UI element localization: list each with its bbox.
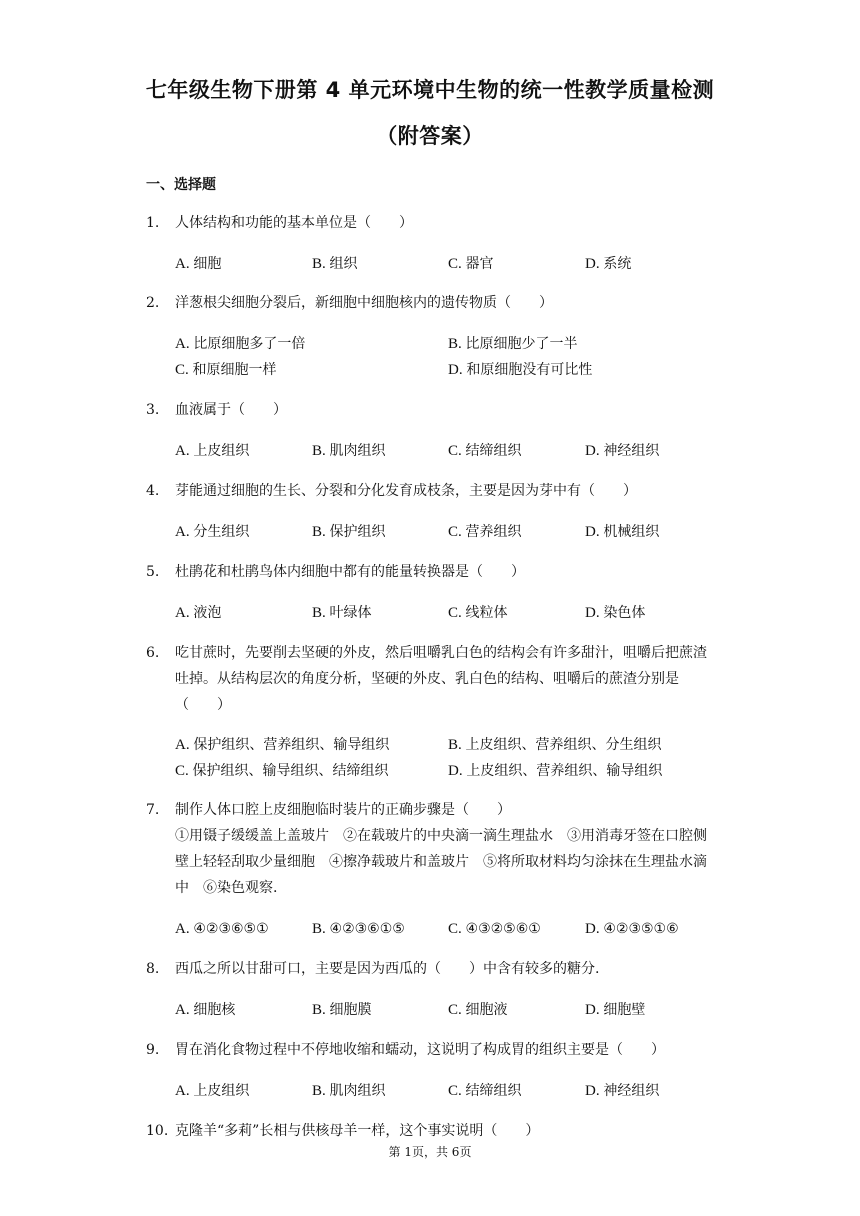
option-text: ④②③⑥①⑤ <box>329 921 405 937</box>
option-text: 机械组织 <box>603 524 660 540</box>
option-letter: B. <box>312 443 330 459</box>
option-text: 上皮组织、营养组织、输导组织 <box>466 763 663 779</box>
option-b <box>312 438 386 464</box>
option-text: 神经组织 <box>603 443 660 459</box>
option-b <box>312 1078 386 1104</box>
option-letter: D. <box>585 1083 604 1099</box>
question-text: 胃在消化食物过程中不停地收缩和蠕动，这说明了构成胃的组织主要是（ ） <box>175 1042 665 1058</box>
question-number: 9. <box>146 1042 160 1058</box>
option-letter: D. <box>585 921 604 937</box>
option-text: 分生组织 <box>193 524 250 540</box>
question-text: 芽能通过细胞的生长、分裂和分化发育成枝条，主要是因为芽中有（ ） <box>175 483 637 499</box>
option-letter: A. <box>175 443 194 459</box>
option-text: 比原细胞多了一倍 <box>193 336 306 352</box>
question-text: 制作人体口腔上皮细胞临时装片的正确步骤是（ ） <box>175 802 511 818</box>
option-text: ④③②⑤⑥① <box>465 921 541 937</box>
option-c <box>175 758 389 784</box>
option-text: 肌肉组织 <box>329 1083 386 1099</box>
option-b <box>312 997 372 1023</box>
question-3-options <box>175 438 735 464</box>
option-text: 神经组织 <box>603 1083 660 1099</box>
option-letter: D. <box>585 256 604 272</box>
question-9 <box>146 1037 716 1063</box>
option-letter: D. <box>585 524 604 540</box>
option-text: 液泡 <box>193 605 222 621</box>
option-d <box>585 916 679 942</box>
option-letter: A. <box>175 1002 194 1018</box>
option-letter: D. <box>448 763 467 779</box>
option-text: ④②③⑥⑤① <box>193 921 269 937</box>
question-number: 4. <box>146 483 160 499</box>
option-text: 比原细胞少了一半 <box>465 336 578 352</box>
option-letter: A. <box>175 737 194 753</box>
document-title: 七年级生物下册第 4 单元环境中生物的统一性教学质量检测 <box>145 78 715 102</box>
option-text: 和原细胞没有可比性 <box>466 362 593 378</box>
option-letter: C. <box>175 763 193 779</box>
option-text: 细胞液 <box>465 1002 508 1018</box>
option-b <box>312 916 405 942</box>
option-a <box>175 331 305 357</box>
question-1 <box>146 210 716 236</box>
question-8-options <box>175 997 735 1023</box>
option-a <box>175 916 269 942</box>
option-letter: A. <box>175 921 194 937</box>
option-letter: B. <box>448 737 466 753</box>
document-subtitle: （附答案） <box>376 124 484 148</box>
option-letter: A. <box>175 605 194 621</box>
question-8 <box>146 956 716 982</box>
option-text: 组织 <box>329 256 358 272</box>
option-c <box>448 438 522 464</box>
option-letter: C. <box>448 1002 466 1018</box>
option-text: 保护组织、输导组织、结缔组织 <box>192 763 389 779</box>
option-letter: D. <box>585 1002 604 1018</box>
question-10 <box>146 1118 716 1144</box>
option-text: 器官 <box>465 256 494 272</box>
option-b <box>448 732 662 758</box>
option-text: 和原细胞一样 <box>192 362 277 378</box>
option-d <box>585 997 645 1023</box>
option-d <box>585 251 631 277</box>
option-b <box>312 600 372 626</box>
option-text: 染色体 <box>603 605 646 621</box>
option-letter: B. <box>312 605 330 621</box>
question-number: 6. <box>146 645 160 661</box>
page-footer: 第 1页，共 6页 <box>388 1145 472 1159</box>
option-c <box>448 916 541 942</box>
option-letter: B. <box>312 921 330 937</box>
option-letter: D. <box>585 605 604 621</box>
option-text: 保护组织 <box>329 524 386 540</box>
option-c <box>448 600 508 626</box>
question-6-options-row-1 <box>175 732 735 758</box>
question-1-options <box>175 251 735 277</box>
option-c <box>448 251 494 277</box>
option-letter: B. <box>312 524 330 540</box>
question-steps: ①用镊子缓缓盖上盖玻片 ②在载玻片的中央滴一滴生理盐水 ③用消毒牙签在口腔侧壁上轻轻刮取少量细胞 ④擦净载玻片和盖玻片 ⑤将所取材料均匀涂抹在生理盐水滴中 ⑥染色观察. <box>175 828 707 896</box>
option-letter: C. <box>448 256 466 272</box>
option-text: 上皮组织 <box>193 1083 250 1099</box>
option-c <box>175 357 277 383</box>
option-letter: A. <box>175 524 194 540</box>
question-6-options-row-2 <box>175 758 735 784</box>
question-number: 8. <box>146 961 160 977</box>
option-text: 细胞膜 <box>329 1002 372 1018</box>
question-number: 3. <box>146 402 160 418</box>
option-a <box>175 600 221 626</box>
option-letter: C. <box>175 362 193 378</box>
option-text: 结缔组织 <box>465 1083 522 1099</box>
question-6 <box>146 640 716 718</box>
question-text: 血液属于（ ） <box>175 402 287 418</box>
option-letter: A. <box>175 336 194 352</box>
question-number: 7. <box>146 802 160 818</box>
question-text: 克隆羊“多莉”长相与供核母羊一样，这个事实说明（ ） <box>175 1123 540 1139</box>
option-letter: C. <box>448 443 466 459</box>
question-7-options <box>175 916 735 942</box>
option-letter: B. <box>448 336 466 352</box>
option-d <box>585 600 645 626</box>
option-a <box>175 438 249 464</box>
question-number: 1. <box>146 215 160 231</box>
question-5 <box>146 559 716 585</box>
question-text: 杜鹃花和杜鹃鸟体内细胞中都有的能量转换器是（ ） <box>175 564 525 580</box>
option-d <box>448 758 662 784</box>
option-text: 细胞 <box>193 256 222 272</box>
option-text: 上皮组织、营养组织、分生组织 <box>465 737 662 753</box>
option-text: ④②③⑤①⑥ <box>603 921 679 937</box>
question-9-options <box>175 1078 735 1104</box>
option-letter: C. <box>448 921 466 937</box>
option-d <box>585 438 659 464</box>
option-a <box>175 997 235 1023</box>
option-text: 线粒体 <box>465 605 508 621</box>
option-d <box>585 1078 659 1104</box>
question-3 <box>146 397 716 423</box>
option-letter: D. <box>448 362 467 378</box>
option-d <box>448 357 592 383</box>
option-text: 结缔组织 <box>465 443 522 459</box>
option-a <box>175 1078 249 1104</box>
option-letter: C. <box>448 605 466 621</box>
option-letter: A. <box>175 1083 194 1099</box>
question-4 <box>146 478 716 504</box>
option-letter: C. <box>448 1083 466 1099</box>
option-d <box>585 519 659 545</box>
section-heading: 一、选择题 <box>146 177 216 193</box>
option-c <box>448 997 508 1023</box>
question-5-options <box>175 600 735 626</box>
option-c <box>448 519 522 545</box>
question-2-options-row-2 <box>175 357 735 383</box>
option-letter: B. <box>312 1083 330 1099</box>
option-a <box>175 251 221 277</box>
option-text: 细胞核 <box>193 1002 236 1018</box>
option-b <box>448 331 578 357</box>
question-number: 10. <box>146 1123 169 1139</box>
question-7 <box>146 797 716 901</box>
question-number: 2. <box>146 295 160 311</box>
option-letter: B. <box>312 256 330 272</box>
option-a <box>175 519 249 545</box>
option-text: 营养组织 <box>465 524 522 540</box>
option-a <box>175 732 389 758</box>
option-text: 叶绿体 <box>329 605 372 621</box>
question-text: 洋葱根尖细胞分裂后，新细胞中细胞核内的遗传物质（ ） <box>175 295 553 311</box>
option-b <box>312 251 358 277</box>
question-2 <box>146 290 716 316</box>
option-c <box>448 1078 522 1104</box>
option-letter: D. <box>585 443 604 459</box>
option-b <box>312 519 386 545</box>
option-letter: A. <box>175 256 194 272</box>
option-letter: B. <box>312 1002 330 1018</box>
option-text: 上皮组织 <box>193 443 250 459</box>
question-text: 人体结构和功能的基本单位是（ ） <box>175 215 413 231</box>
question-2-options-row-1 <box>175 331 735 357</box>
option-text: 保护组织、营养组织、输导组织 <box>193 737 390 753</box>
option-text: 系统 <box>603 256 632 272</box>
option-text: 肌肉组织 <box>329 443 386 459</box>
question-4-options <box>175 519 735 545</box>
question-number: 5. <box>146 564 160 580</box>
option-letter: C. <box>448 524 466 540</box>
option-text: 细胞壁 <box>603 1002 646 1018</box>
question-text: 西瓜之所以甘甜可口，主要是因为西瓜的（ ）中含有较多的糖分. <box>175 961 600 977</box>
question-text: 吃甘蔗时，先要削去坚硬的外皮，然后咀嚼乳白色的结构会有许多甜汁，咀嚼后把蔗渣吐掉。从结构层次的角度分析，坚硬的外皮、乳白色的结构、咀嚼后的蔗渣分别是（ ） <box>175 645 707 713</box>
